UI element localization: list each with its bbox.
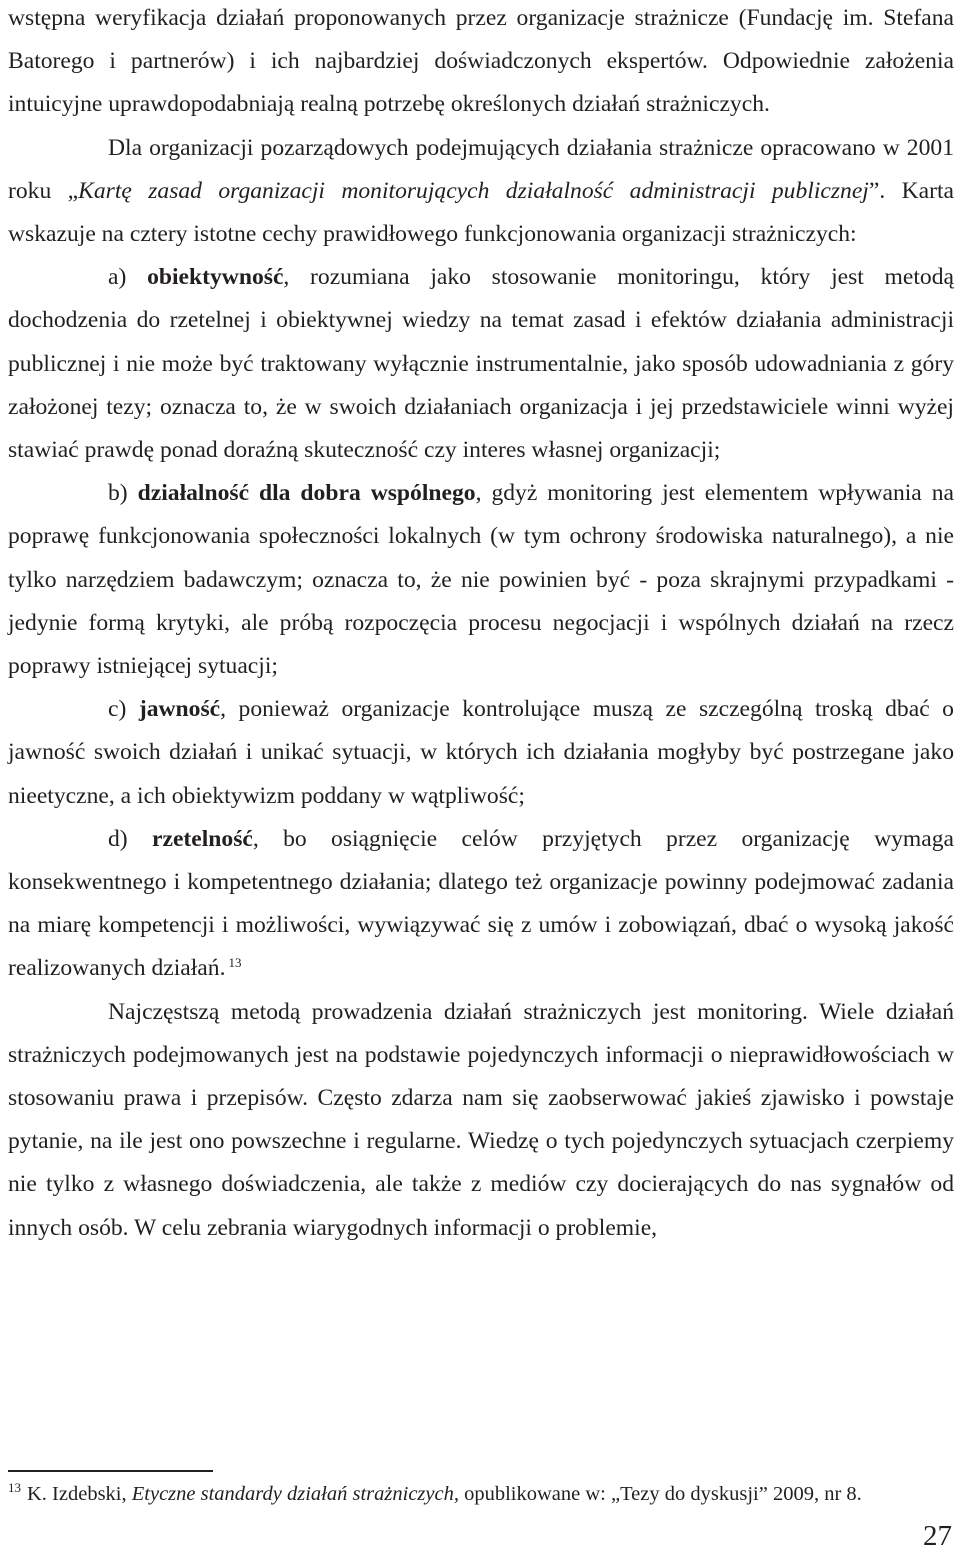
list-marker-b: b): [108, 480, 128, 507]
term-jawnosc: jawność: [138, 696, 221, 723]
footnote-number: 13: [8, 1480, 21, 1495]
footnote-author: K. Izdebski,: [27, 1483, 132, 1505]
paragraph-monitoring: [8, 991, 954, 1250]
charter-title: Kartę zasad organizacji monitorujących działalność administracji publicznej: [78, 177, 869, 204]
list-marker-c: c): [108, 696, 127, 723]
charter-before: Dla organizacji pozarządowych podejmujących działania strażnicze opracowano w 2001 roku „: [8, 134, 954, 204]
term-obiektywnosc: obiektywność: [147, 264, 284, 291]
charter-after: ”. Karta wskazuje na cztery istotne cechy prawidłowego funkcjonowania organizacji strażniczych:: [8, 177, 954, 248]
term-dzialalnosc: działalność dla dobra wspólnego: [137, 480, 476, 507]
list-marker-d: d): [108, 825, 128, 852]
footnote-divider: [8, 1470, 213, 1472]
paragraph-charter: [8, 127, 954, 257]
item-a-text: , rozumiana jako stosowanie monitoringu, który jest metodą dochodzenia do rzetelnej i obiektywnej wiedzy na temat zasad i efektów działania administracji publicznej i nie może być traktowany wyłącznie instrumentalnie, jako sposób udowadniania z góry założonej tezy; oznacza to, że w swoich działaniach organizacja i jej przedstawiciele winni wyżej stawiać prawdę ponad doraźną skuteczność czy interes własnej organizacji;: [8, 264, 954, 464]
item-b-text: , gdyż monitoring jest elementem wpływania na poprawę funkcjonowania społeczności lokalnych (w tym ochrony środowiska naturalnego), a nie tylko narzędziem badawczym; oznacza to, że nie powinien być - poza skrajnymi przypadkami - jedynie formą krytyki, ale próbą rozpoczęcia procesu negocjacji i wspólnych działań na rzecz poprawy istniejącej sytuacji;: [8, 480, 954, 680]
paragraph-intro-text: wstępna weryfikacja działań proponowanych przez organizacje strażnicze (Fundację im. Stefana Batorego i partnerów) i ich najbardziej doświadczonych ekspertów. Odpowiednie założenia intuicyjne uprawdopodabniają realną potrzebę określonych działań strażniczych.: [8, 5, 954, 118]
footnote-title: Etyczne standardy działań strażniczych,: [131, 1483, 459, 1505]
list-item-d: [8, 818, 954, 991]
list-item-c: [8, 688, 954, 818]
item-c-text: , ponieważ organizacje kontrolujące muszą ze szczególną troską dbać o jawność swoich działań i unikać sytuacji, w których ich działania mogłyby być postrzegane jako nieetyczne, a ich obiektywizm poddany w wątpliwość;: [8, 696, 954, 809]
footnote-reference[interactable]: 13: [228, 955, 242, 971]
main-text: [8, 0, 954, 1250]
list-item-a: [8, 256, 954, 472]
document-page: [8, 0, 954, 1250]
paragraph-intro: [8, 0, 954, 127]
footnote-rest: opublikowane w: „Tezy do dyskusji” 2009, nr 8.: [458, 1483, 862, 1505]
list-marker-a: a): [108, 264, 127, 291]
paragraph-monitoring-text: Najczęstszą metodą prowadzenia działań strażniczych jest monitoring. Wiele działań strażniczych podejmowanych jest na podstawie pojedynczych informacji o nieprawidłowościach w stosowaniu prawa i przepisów. Często zdarza nam się zaobserwować jakieś zjawisko i powstaje pytanie, na ile jest ono powszechne i regularne. Wiedzę o tych pojedynczych sytuacjach czerpiemy nie tylko z własnego doświadczenia, ale także z mediów czy docierających do nas sygnałów od innych osób. W celu zebrania wiarygodnych informacji o problemie,: [8, 998, 954, 1241]
list-item-b: [8, 472, 954, 688]
footnote: [8, 1480, 954, 1508]
page-number: 27: [923, 1520, 952, 1552]
term-rzetelnosc: rzetelność: [152, 825, 253, 852]
item-d-text: , bo osiągnięcie celów przyjętych przez organizację wymaga konsekwentnego i kompetentnego działania; dlatego też organizacje powinny podejmować zadania na miarę kompetencji i możliwości, wywiązywać się z umów i zobowiązań, dbać o wysoką jakość realizowanych działań.: [8, 825, 954, 982]
